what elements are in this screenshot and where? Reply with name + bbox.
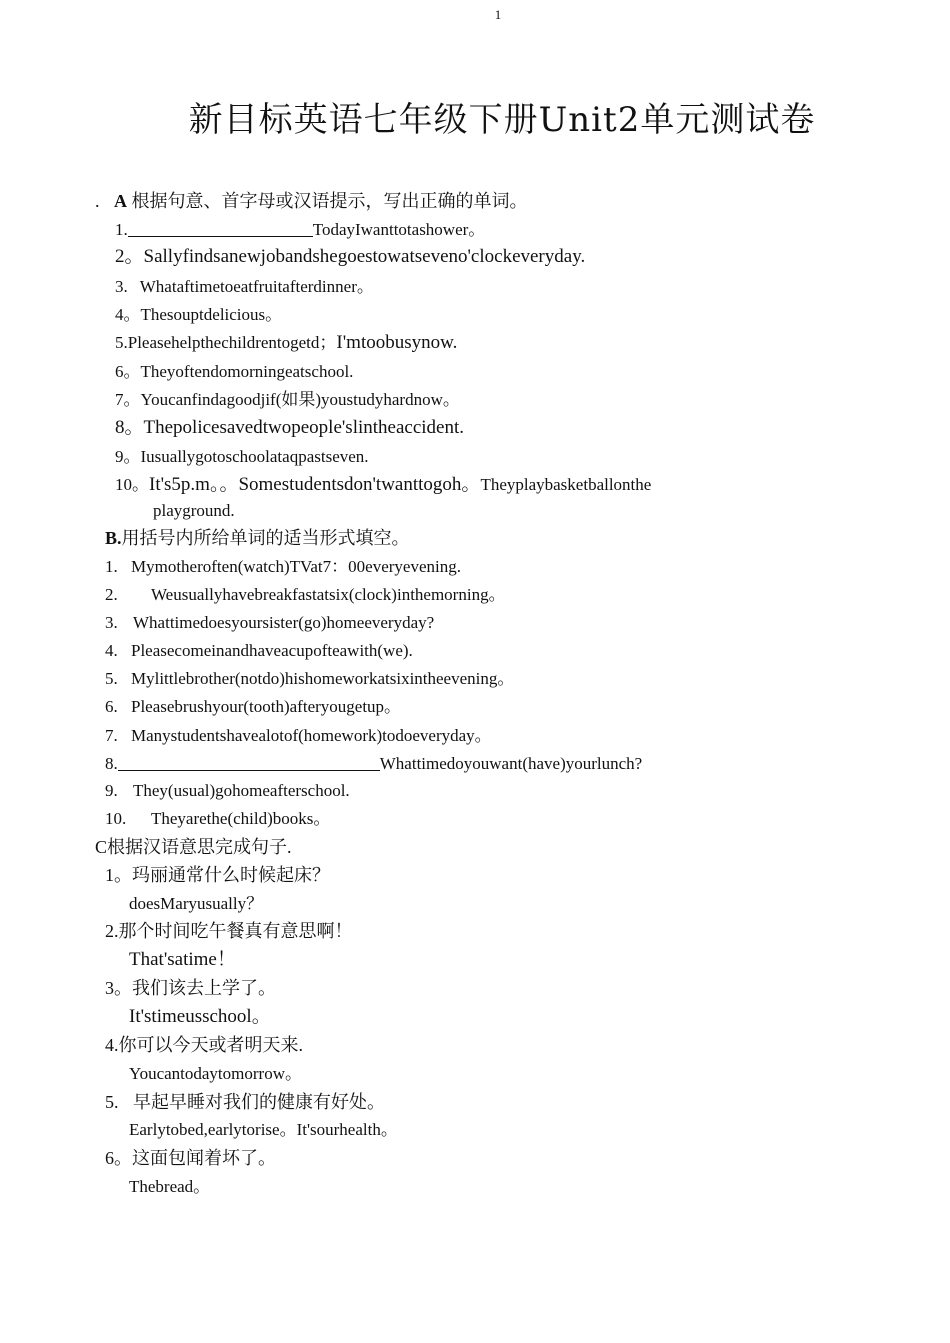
item-text: Manystudentshavealotof(homework)todoeveryday。 [131, 726, 492, 745]
item-text: Thesouptdelicious。 [140, 305, 283, 324]
section-a-item-9 [115, 447, 369, 467]
item-number: 5. [115, 333, 128, 352]
item-number: 3. [115, 277, 128, 296]
section-a-item-10 [115, 475, 651, 495]
item-text: Theyoftendomorningeatschool. [140, 362, 354, 381]
item-text: It's5p.m。。Somestudentsdon'twanttogoh。 [149, 474, 481, 495]
item-text: Whattimedoyouwant(have)yourlunch? [379, 754, 643, 773]
item-chinese: 早起早睡对我们的健康有好处。 [133, 1092, 385, 1112]
item-number: 8。 [115, 417, 144, 438]
section-a-instruction: 根据句意、首字母或汉语提示，写出正确的单词。 [131, 191, 528, 211]
section-b-item-2 [105, 585, 506, 605]
section-a-item-2 [115, 247, 585, 267]
section-b-heading [105, 528, 410, 548]
section-a-item-8 [115, 418, 464, 438]
item-number: 5. [105, 669, 118, 688]
section-c-item-1-prompt [105, 865, 330, 885]
item-text: Pleasebrushyour(tooth)afteryougetup。 [131, 697, 402, 716]
section-a-item-4 [115, 305, 282, 325]
item-number: 1。 [105, 865, 132, 885]
section-c-item-3-answer: It'stimeusschool。 [129, 1006, 271, 1027]
item-number: 6。 [105, 1148, 132, 1168]
item-number: 5. [105, 1092, 119, 1112]
section-b-item-7 [105, 726, 492, 746]
page-number: 1 [494, 7, 502, 22]
section-b-item-9 [105, 781, 350, 801]
section-c-item-5-prompt [105, 1092, 385, 1112]
item-text: Thepolicesavedtwopeople'slintheaccident. [143, 417, 465, 438]
section-b-item-4 [105, 641, 413, 661]
section-c-item-1-answer: doesMaryusually？ [129, 894, 264, 913]
section-a-item-3 [115, 277, 374, 297]
item-text: Mymotheroften(watch)TVat7：00everyevening. [131, 557, 461, 576]
item-text: Weusuallyhavebreakfastatsix(clock)inthemorning。 [151, 585, 506, 604]
section-c-item-5-answer: Earlytobed,earlytorise。It'sourhealth。 [129, 1120, 398, 1139]
item-text: They(usual)gohomeafterschool. [133, 781, 350, 800]
section-a-item-6 [115, 362, 353, 382]
item-text-part-2: I'mtoobusynow. [336, 332, 458, 353]
section-a-letter: A [114, 191, 127, 211]
item-number: 6. [105, 697, 118, 716]
item-text: Youcanfindagoodjif(如果)youstudyhardnow。 [140, 390, 460, 409]
item-number: 1. [105, 557, 118, 576]
item-text: Sallyfindsanewjobandshegoestowatseveno'clockeveryday. [143, 246, 586, 267]
section-c-item-3-prompt [105, 978, 276, 998]
section-c-item-4-answer: Youcantodaytomorrow。 [129, 1064, 302, 1083]
item-number: 2. [105, 585, 118, 604]
item-number: 10. [105, 809, 127, 828]
item-number: 4. [105, 641, 118, 660]
section-a-heading [95, 191, 528, 211]
section-b-item-5 [105, 669, 514, 689]
answer-blank[interactable] [128, 220, 313, 237]
item-chinese: 玛丽通常什么时候起床？ [132, 865, 330, 885]
item-number: 3。 [105, 978, 132, 998]
item-text-part-2: Theyplaybasketballonthe [480, 475, 652, 494]
item-number: 1. [115, 220, 128, 239]
item-chinese: 我们该去上学了。 [132, 978, 276, 998]
item-chinese: 那个时间吃午餐真有意思啊！ [118, 921, 353, 941]
section-a-bullet: . [95, 191, 100, 211]
item-text: Pleasecomeinandhaveacupofteawith(we). [131, 641, 413, 660]
item-number: 7. [105, 726, 118, 745]
section-b-item-6 [105, 697, 401, 717]
item-number: 8. [105, 754, 118, 773]
section-a-item-7 [115, 390, 460, 410]
item-text: Mylittlebrother(notdo)hishomeworkatsixintheevening。 [131, 669, 515, 688]
item-number: 4。 [115, 305, 141, 324]
item-text: TodayIwanttotashower。 [312, 220, 486, 239]
section-c-item-6-answer: Thebread。 [129, 1177, 211, 1196]
section-b-item-1 [105, 557, 461, 577]
item-number: 3. [105, 613, 118, 632]
item-number: 4. [105, 1035, 119, 1055]
item-number: 2。 [115, 246, 144, 267]
item-text: Iusuallygotoschoolataqpastseven. [140, 447, 369, 466]
section-b-item-10 [105, 809, 330, 829]
item-text: Whattimedoesyoursister(go)homeeveryday? [133, 613, 435, 632]
section-c-item-2-prompt [105, 921, 353, 941]
section-a-item-1 [115, 220, 485, 240]
page-title: 新目标英语七年级下册Unit2单元测试卷 [188, 100, 816, 140]
item-number: 7。 [115, 390, 141, 409]
item-text: Pleasehelpthechildrentogetd； [127, 333, 337, 352]
answer-blank[interactable] [118, 754, 380, 771]
section-c-item-6-prompt [105, 1148, 276, 1168]
item-chinese: 这面包闻着坏了。 [132, 1148, 276, 1168]
section-b-item-8 [105, 754, 642, 774]
item-number: 2. [105, 921, 119, 941]
section-c-item-4-prompt [105, 1035, 303, 1055]
section-b-instruction: 用括号内所给单词的适当形式填空。 [121, 528, 410, 548]
section-b-letter: B. [105, 528, 122, 548]
section-a-item-5 [115, 333, 457, 353]
item-number: 6。 [115, 362, 141, 381]
item-text: Whataftimetoeatfruitafterdinner。 [139, 277, 374, 296]
section-c-heading: C根据汉语意思完成句子. [95, 837, 292, 857]
section-b-item-3 [105, 613, 434, 633]
item-number: 9。 [115, 447, 141, 466]
section-c-item-2-answer: That'satime！ [129, 949, 236, 970]
section-a-item-10-continuation: playground. [153, 501, 235, 520]
item-number: 9. [105, 781, 118, 800]
item-number: 10。 [115, 475, 149, 494]
item-text: Theyarethe(child)books。 [151, 809, 331, 828]
item-chinese: 你可以今天或者明天来. [118, 1035, 303, 1055]
